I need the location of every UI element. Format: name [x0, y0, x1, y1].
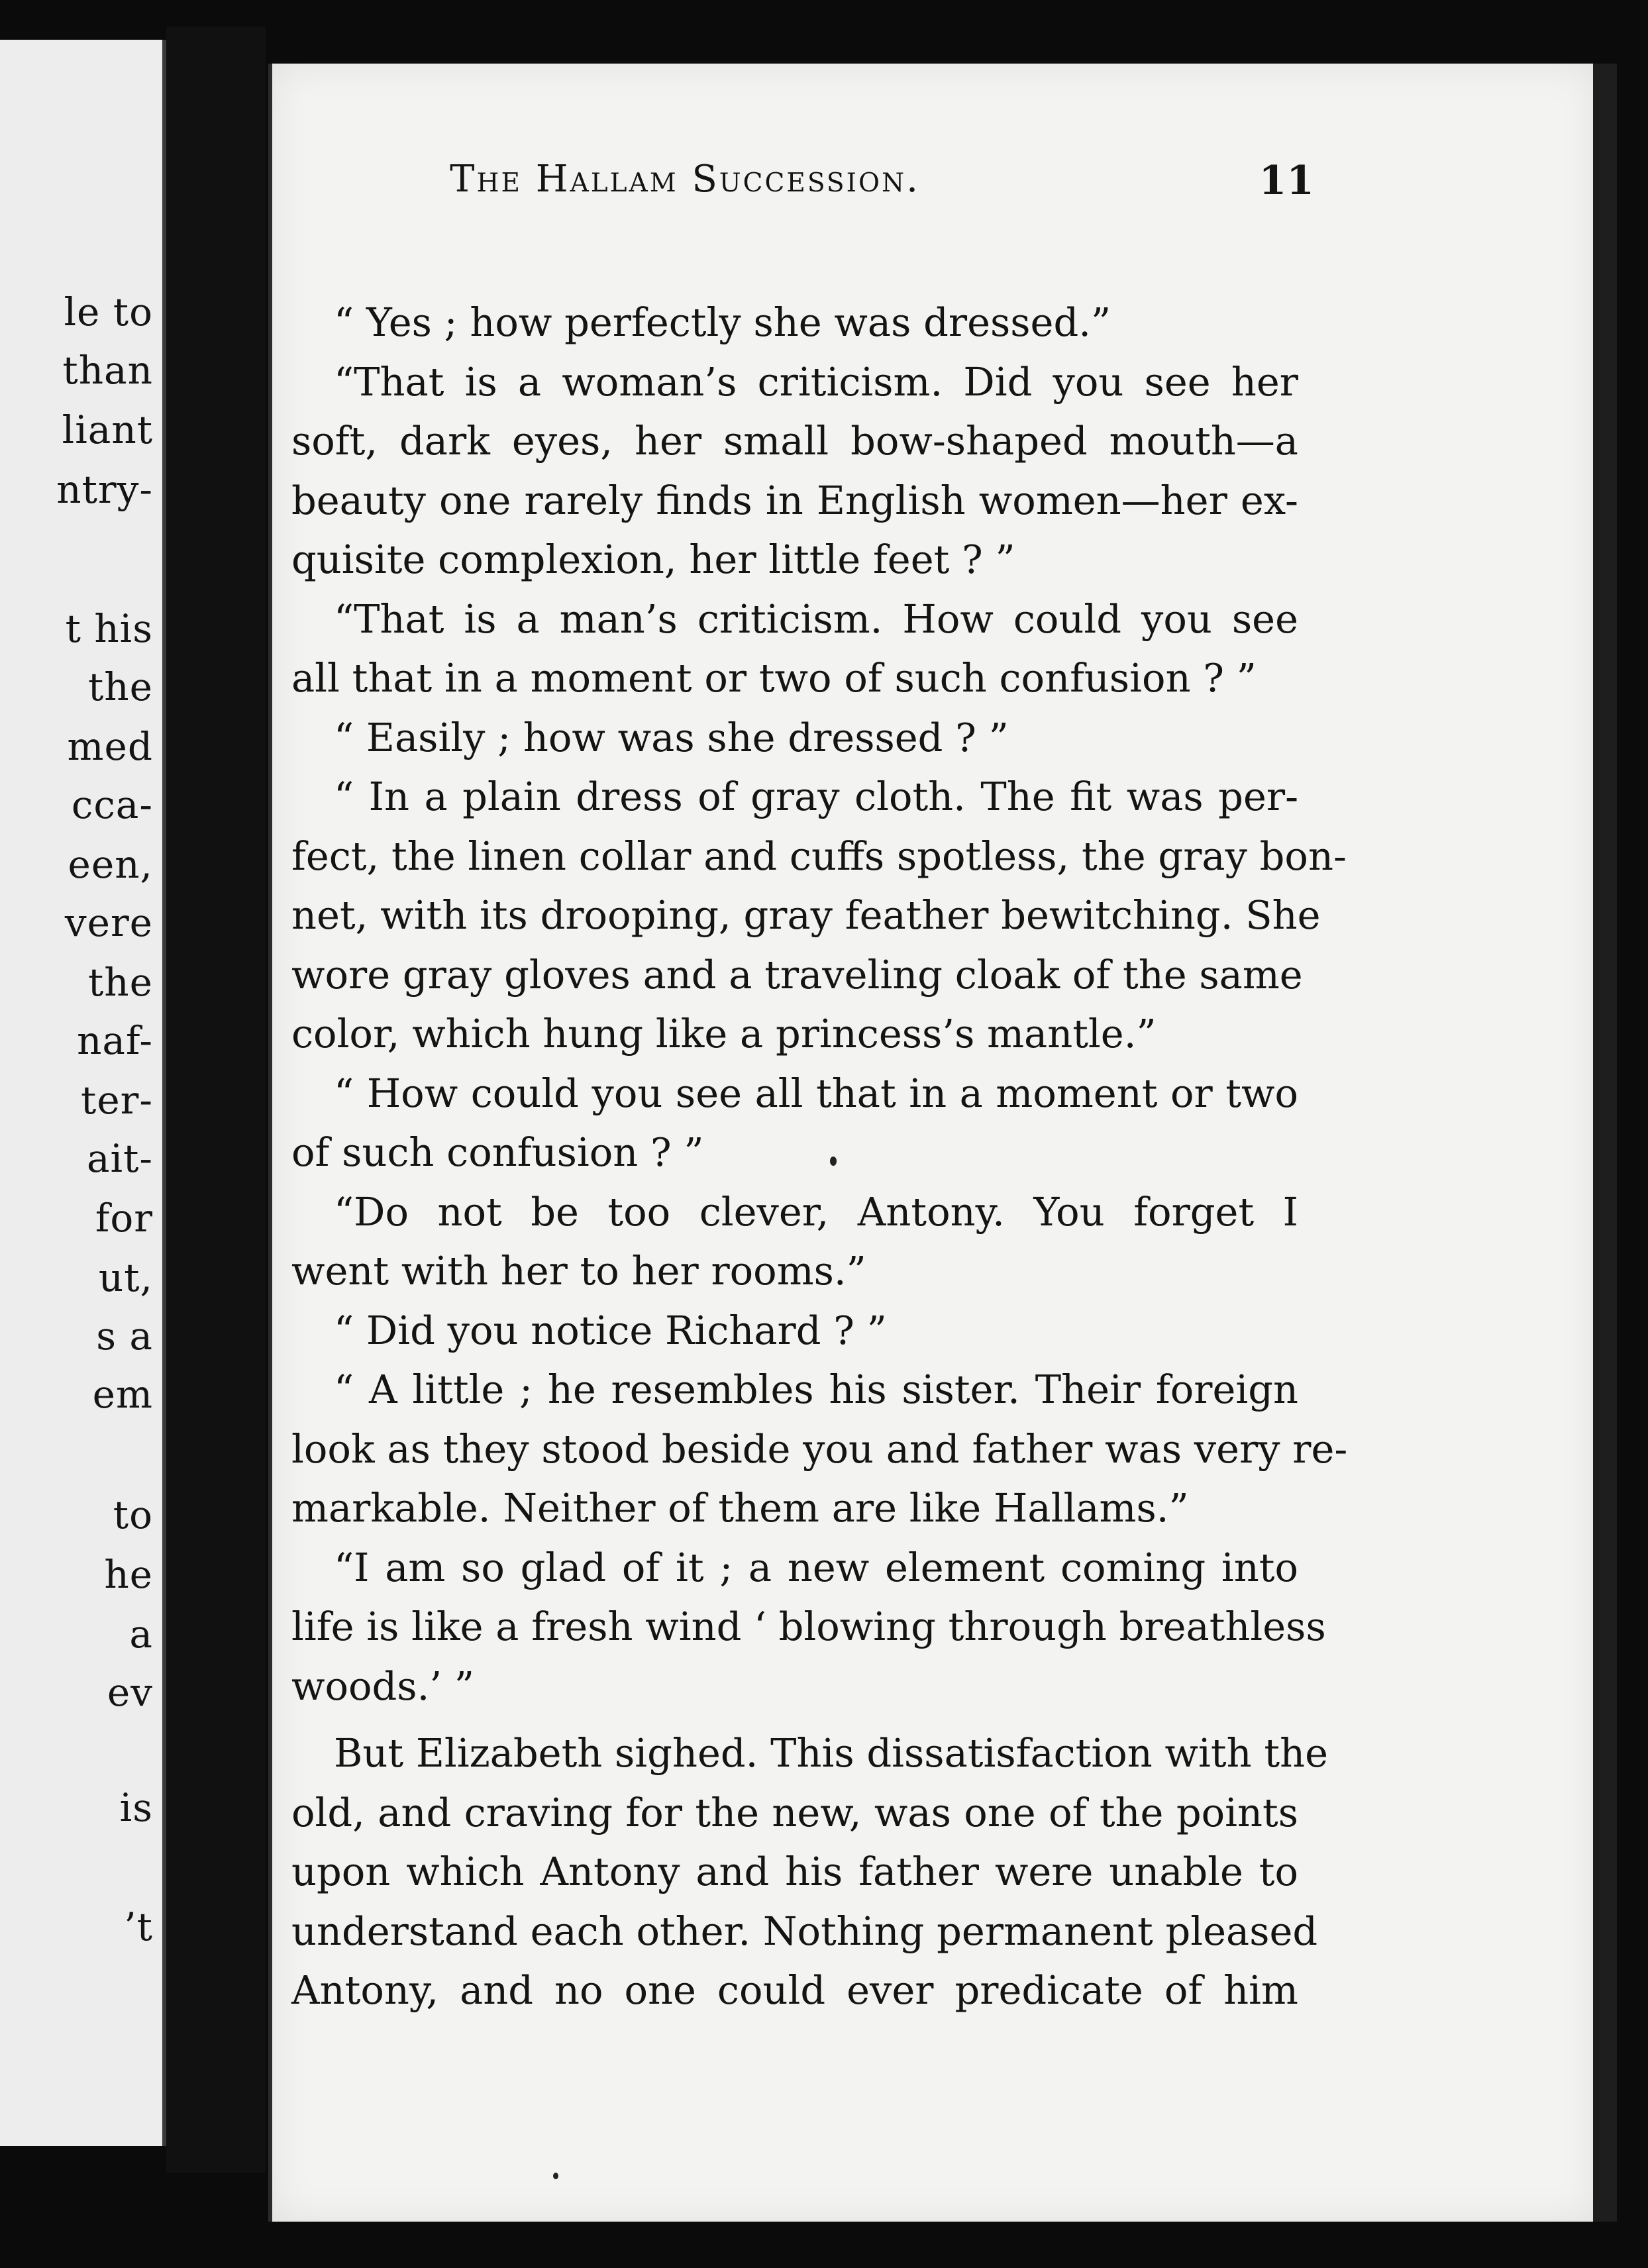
facing-page-fragment: ’t: [124, 1904, 153, 1949]
facing-page-fragment: he: [104, 1552, 153, 1597]
facing-page-fragment: to: [113, 1492, 153, 1537]
facing-page-fragment: the: [88, 960, 153, 1005]
body-text: [291, 293, 1348, 2020]
text-line: “That is a woman’s criticism. Did you see her: [334, 358, 1298, 405]
facing-page-fragment: ut,: [98, 1255, 153, 1300]
text-line: all that in a moment or two of such confusion ? ”: [291, 655, 1257, 701]
text-line: color, which hung like a princess’s mantle.”: [291, 1011, 1157, 1057]
facing-page-fragment: than: [62, 348, 153, 393]
facing-page-fragment: ait-: [86, 1136, 153, 1181]
text-line: “ Easily ; how was she dressed ? ”: [334, 714, 1009, 760]
facing-page-fragment: ev: [107, 1670, 153, 1715]
text-line: “ Did you notice Richard ? ”: [334, 1307, 887, 1353]
text-line: quisite complexion, her little feet ? ”: [291, 537, 1015, 582]
facing-page-fragment: ntry-: [56, 467, 153, 512]
text-line: markable. Neither of them are like Hallams.”: [291, 1485, 1189, 1531]
text-line: look as they stood beside you and father was very re-: [291, 1425, 1348, 1472]
ink-speck: [830, 1157, 837, 1166]
book-gutter: [166, 26, 266, 2173]
facing-page-fragment: s a: [96, 1314, 153, 1359]
facing-page-fragment: em: [92, 1372, 153, 1417]
text-line: But Elizabeth sighed. This dissatisfaction with the: [334, 1730, 1328, 1776]
text-line: “ Yes ; how perfectly she was dressed.”: [334, 299, 1111, 345]
facing-page-fragment: een,: [68, 842, 153, 887]
text-line: “Do not be too clever, Antony. You forget I: [334, 1188, 1298, 1235]
facing-page-fragment: vere: [64, 900, 153, 945]
running-title: The Hallam Succession.: [450, 158, 920, 201]
text-line: net, with its drooping, gray feather bewitching. She: [291, 892, 1321, 938]
text-line: fect, the linen collar and cuffs spotless, the gray bon-: [291, 833, 1347, 879]
text-line: “ How could you see all that in a moment or two: [334, 1070, 1298, 1116]
facing-page-fragment: for: [95, 1196, 153, 1241]
page-edge: [1593, 64, 1617, 2222]
text-line: “ A little ; he resembles his sister. Their foreign: [334, 1366, 1298, 1412]
running-head: [281, 158, 1314, 217]
text-line: wore gray gloves and a traveling cloak of the same: [291, 951, 1303, 998]
facing-page-fragment: med: [67, 724, 153, 769]
text-line: went with her to her rooms.”: [291, 1248, 866, 1294]
text-line: old, and craving for the new, was one of the points: [291, 1789, 1298, 1835]
facing-page: [0, 40, 166, 2146]
text-line: upon which Antony and his father were unable to: [291, 1849, 1298, 1894]
facing-page-fragment: a: [129, 1612, 153, 1657]
facing-page-fragment: is: [119, 1785, 153, 1830]
facing-page-fragment: liant: [62, 407, 153, 452]
text-line: understand each other. Nothing permanent pleased: [291, 1908, 1318, 1954]
facing-page-fragment: naf-: [77, 1018, 153, 1063]
facing-page-fragment: t his: [65, 606, 153, 651]
text-line: beauty one rarely finds in English women—her ex-: [291, 477, 1298, 523]
text-line: life is like a fresh wind ‘ blowing through breathless: [291, 1604, 1326, 1649]
text-line: “That is a man’s criticism. How could you see: [334, 595, 1298, 642]
facing-page-fragment: le to: [64, 289, 153, 335]
text-line: “ In a plain dress of gray cloth. The fit was per-: [334, 774, 1298, 819]
ink-speck: [553, 2173, 558, 2179]
text-line: soft, dark eyes, her small bow-shaped mouth—a: [291, 418, 1298, 464]
page-number: 11: [1259, 158, 1314, 204]
facing-page-fragment: the: [88, 664, 153, 709]
facing-page-fragment: cca-: [71, 782, 153, 827]
text-line: “I am so glad of it ; a new element coming into: [334, 1544, 1298, 1590]
facing-page-fragment: ter-: [81, 1078, 153, 1123]
text-line: Antony, and no one could ever predicate of him: [291, 1967, 1298, 2013]
text-line: woods.’ ”: [291, 1663, 475, 1709]
text-line: of such confusion ? ”: [291, 1129, 704, 1175]
